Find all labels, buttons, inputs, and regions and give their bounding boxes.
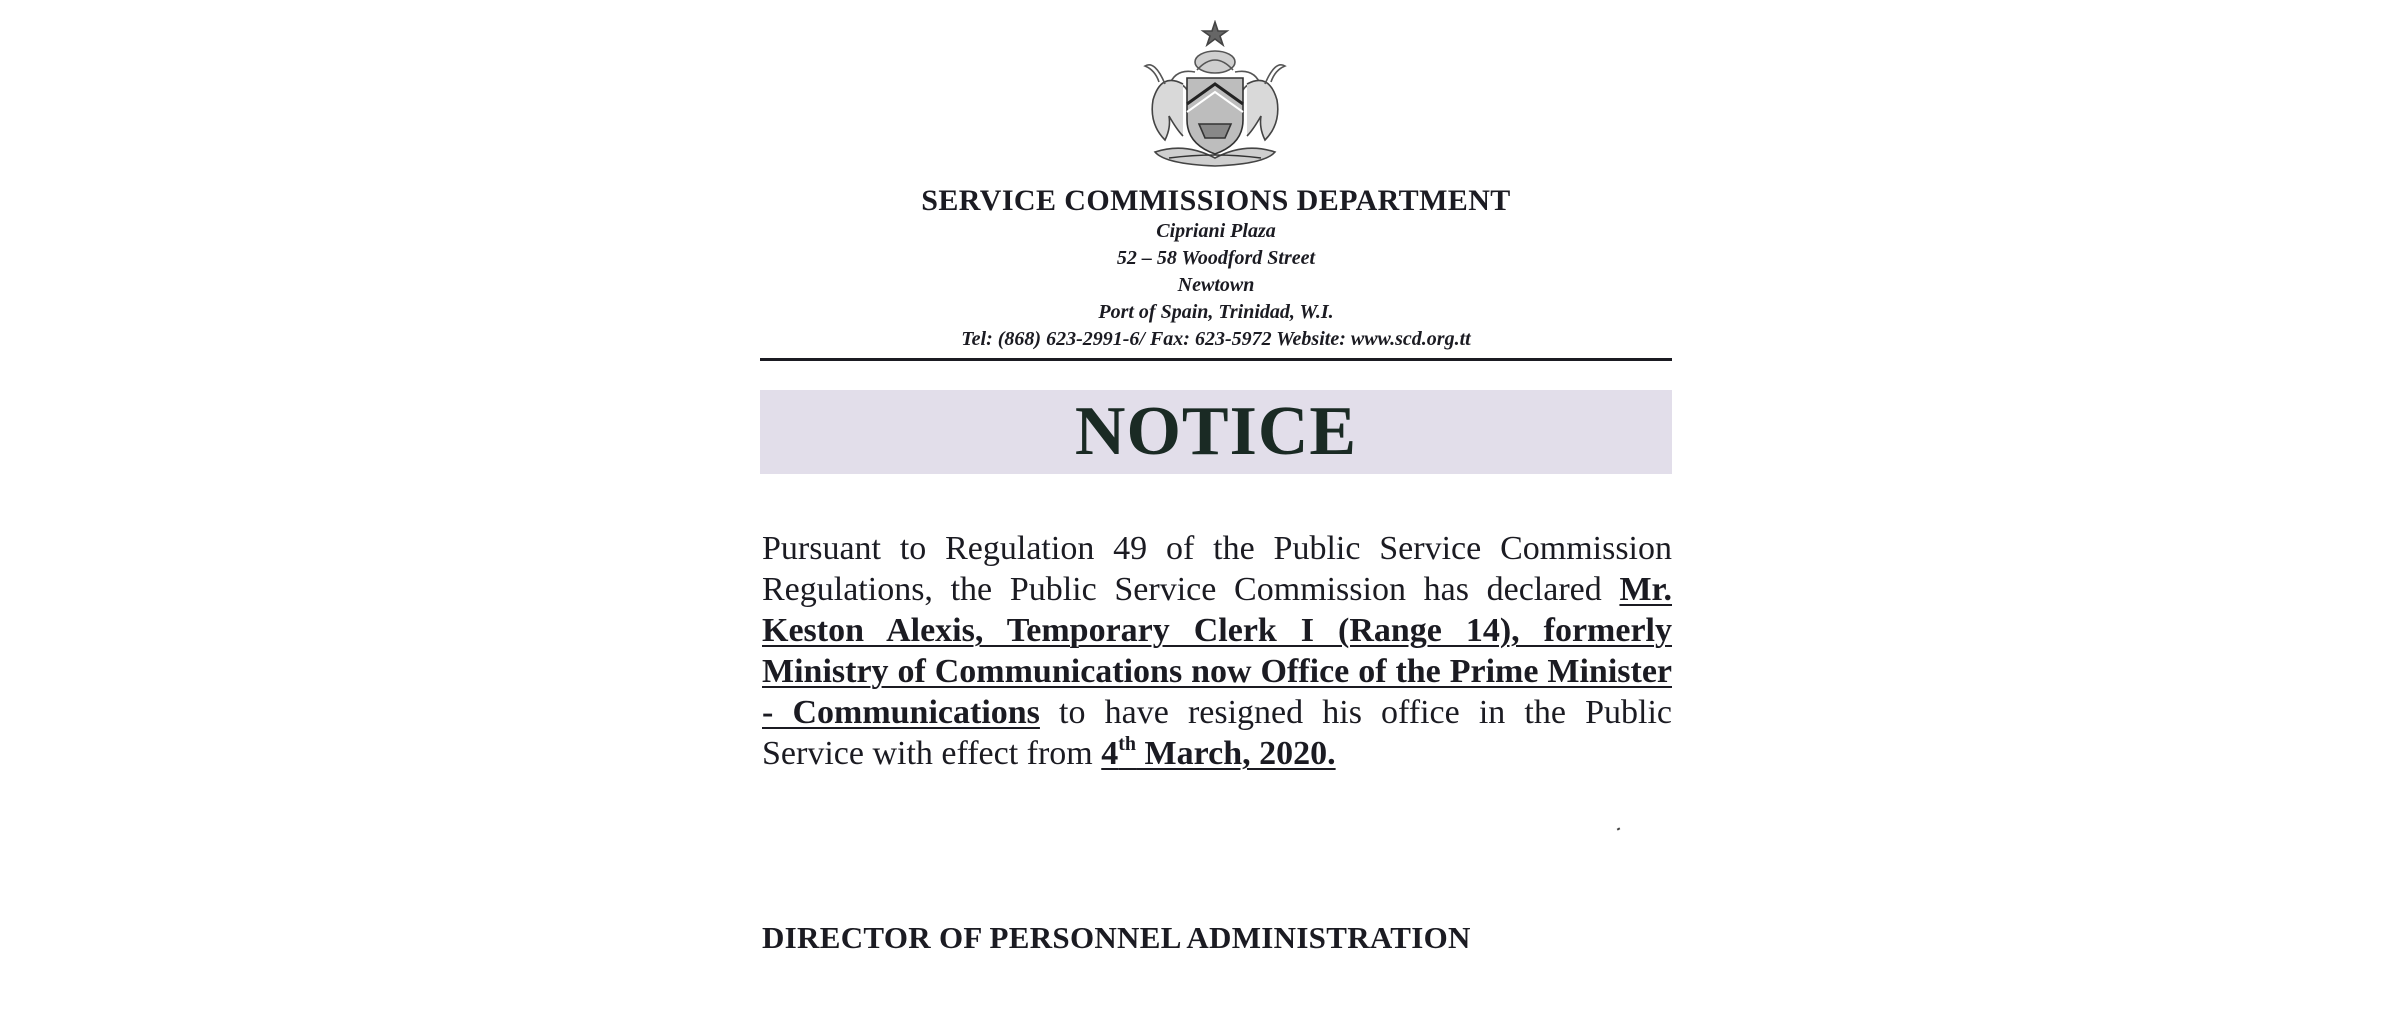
coat-of-arms-icon — [1125, 20, 1305, 170]
department-name: SERVICE COMMISSIONS DEPARTMENT — [921, 184, 1511, 217]
effective-date-day: 4 — [1101, 735, 1119, 772]
notice-body — [762, 528, 1672, 774]
effective-date — [1101, 735, 1335, 772]
effective-date-suffix: th — [1118, 733, 1137, 755]
body-intro: Pursuant to Regulation 49 of the Public Service Commission Regulations, the Public Service Commission has declared — [762, 530, 1672, 608]
body-resignation: to have resigned his office in the Public Service with effect from — [762, 694, 1672, 772]
scan-speck — [1617, 827, 1621, 830]
officer-details: Mr. Keston Alexis, Temporary Clerk I (Range 14), formerly Ministry of Communications now Office of the Prime Minister - Communications — [762, 571, 1672, 731]
address-line-1: Cipriani Plaza — [1156, 220, 1276, 242]
notice-banner — [760, 390, 1672, 474]
letterhead-divider — [760, 358, 1672, 361]
notice-title: NOTICE — [1074, 393, 1358, 470]
signatory-title: DIRECTOR OF PERSONNEL ADMINISTRATION — [762, 920, 1471, 955]
address-line-2: 52 – 58 Woodford Street — [1116, 247, 1316, 269]
effective-date-rest: March, 2020. — [1136, 735, 1336, 772]
contact-line: Tel: (868) 623-2991-6/ Fax: 623-5972 Website: www.scd.org.tt — [961, 328, 1471, 350]
letterhead — [760, 184, 1672, 353]
address-line-3: Newtown — [1177, 274, 1255, 296]
address-line-4: Port of Spain, Trinidad, W.I. — [1098, 301, 1334, 323]
